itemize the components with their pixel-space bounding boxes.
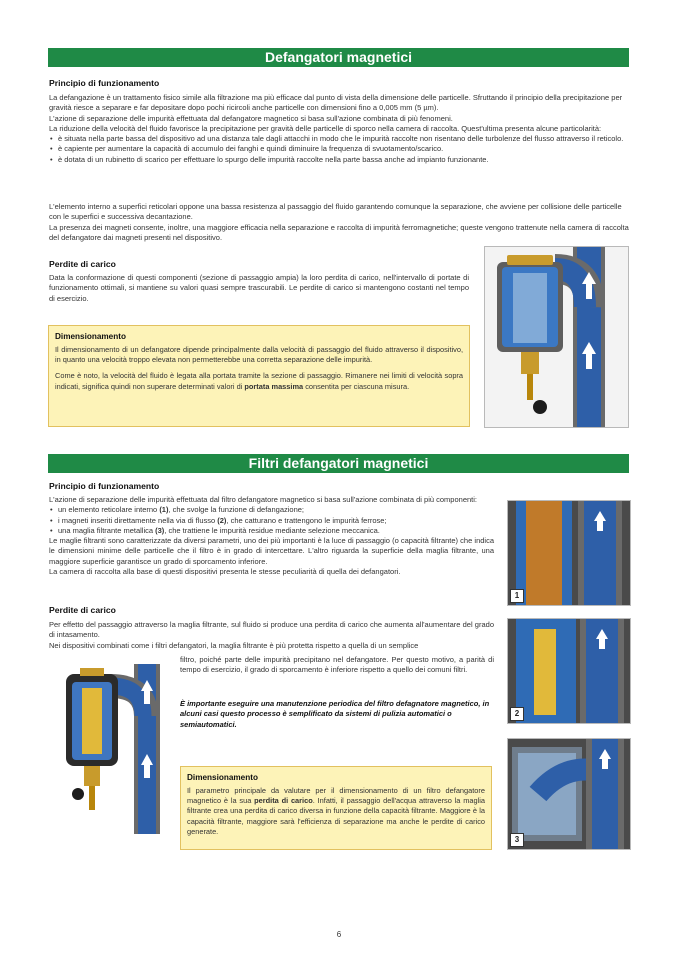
figure-number: 2 <box>510 707 524 721</box>
figure-1-illustration <box>508 501 630 605</box>
box-bold-text: perdita di carico <box>254 796 313 806</box>
list-item <box>58 526 494 536</box>
figure-number: 1 <box>510 589 524 603</box>
box-title: Dimensionamento <box>55 332 126 341</box>
box-text: Come è noto, la velocità del fluido è legata alla portata tramite la sezione di passaggio. Rimanere nei limiti di velocità sopra indicati, significa quindi non superare determinati valori di <box>55 371 463 391</box>
principio-heading: Principio di funzionamento <box>49 481 160 491</box>
paragraph: Le maglie filtranti sono caratterizzate da diversi parametri, uno dei più importanti è la luce di passaggio (o capacità filtrante) che indica le dimensioni minime delle particelle che il filtro è in grado di intercettare. L'altro riguarda la superficie della maglia filtrante, una maggiore superficie garantisce un grado di sporcamento inferiore. <box>49 536 494 566</box>
list-item: • è situata nella parte bassa del dispositivo ad una distanza tale dagli attacchi in modo che le impurità raccolte non risentano delle turbolenze del flusso attraverso il reticolo. <box>58 134 629 144</box>
perdite-heading: Perdite di carico <box>49 605 116 615</box>
list-bold: (2) <box>217 515 227 525</box>
list-item: • è capiente per aumentare la capacità di accumulo dei fanghi e quindi diminuire la frequenza di svuotamento/scarico. <box>58 144 629 154</box>
section-title-defangatori: Defangatori magnetici <box>48 48 629 67</box>
perdite-text-continued: filtro, poiché parte delle impurità precipitano nel defangatore. Per questo motivo, a parità di tempo di esercizio, il grado di sporcamento è inferiore rispetto a quello dei comuni filtri. <box>180 655 494 675</box>
list-text: un elemento reticolare interno <box>58 505 160 515</box>
box-text: consentita per ciascuna misura. <box>303 381 410 391</box>
page-number: 6 <box>336 930 342 939</box>
principio-heading: Principio di funzionamento <box>49 78 160 88</box>
paragraph: La camera di raccolta alla base di questi dispositivi presenta le stesse peculiarità di quella dei defangatori. <box>49 567 401 577</box>
figure-2 <box>507 618 631 724</box>
filtri-principio-text <box>49 495 494 577</box>
box-title: Dimensionamento <box>187 773 258 782</box>
defangatore-figure <box>484 246 629 428</box>
figure-3-illustration <box>508 739 630 849</box>
paragraph: L'azione di separazione delle impurità effettuata dal defangatore magnetico si basa sull'azione combinata di più fenomeni. <box>49 113 453 123</box>
box-text: . Infatti, il passaggio dell'acqua attraverso la maglia filtrante crea una perdita di carico diversa in funzione della capacità filtrante. Maggiore è la capacità filtrante, maggiore sarà l'efficienza di separazione ma anche le perdite di carico generate. <box>187 796 485 836</box>
box-paragraph <box>187 786 485 837</box>
figure-1 <box>507 500 631 606</box>
list-item <box>58 505 494 515</box>
section-title-filtri: Filtri defangatori magnetici <box>48 454 629 473</box>
dimensionamento-box <box>180 766 492 850</box>
filtro-defangatore-figure <box>48 664 170 834</box>
defangatore-illustration <box>485 247 628 427</box>
principio-text <box>49 93 629 165</box>
paragraph: La presenza dei magneti consente, inoltre, una maggiore efficacia nella separazione e raccolta di impurità ferromagnetiche; queste vengono trattenute nella camera di raccolta del defangatore dai magneti presenti nel dispositivo. <box>49 222 629 242</box>
list-text: una maglia filtrante metallica <box>58 525 156 535</box>
filtro-defangatore-illustration <box>48 664 170 834</box>
list-bold: (3) <box>155 525 165 535</box>
perdite-text: Data la conformazione di questi componenti (sezione di passaggio ampia) la loro perdita di carico, nell'intervallo di portate di funzionamento ottimali, si mantiene su valori quasi sempre trascurabili. Le perdite di carico si mantengono costanti nel tempo di esercizio. <box>49 273 469 303</box>
list-text: , che catturano e trattengono le impurità ferrose; <box>226 515 387 525</box>
figure-2-illustration <box>508 619 630 723</box>
paragraph: Per effetto del passaggio attraverso la maglia filtrante, sul fluido si produce una perdita di carico che aumenta all'aumentare del grado di intasamento. <box>49 620 494 640</box>
figure-3 <box>507 738 631 850</box>
list-item <box>58 516 494 526</box>
box-bold-text: portata massima <box>244 381 304 391</box>
list-item: • è dotata di un rubinetto di scarico per effettuare lo spurgo delle impurità raccolte nella parte bassa anche ad impianto funzionante. <box>58 155 629 165</box>
figure-number: 3 <box>510 833 524 847</box>
list-text: , che svolge la funzione di defangazione; <box>168 505 304 515</box>
bullet-list <box>49 505 494 536</box>
box-paragraph: Il dimensionamento di un defangatore dipende principalmente dalla velocità di passaggio del fluido attraverso il dispositivo, in quanto una velocità troppo elevata non permetterebbe una corretta separazione delle impurità. <box>55 345 463 365</box>
paragraph: L'elemento interno a superfici reticolari oppone una bassa resistenza al passaggio del fluido garantendo comunque la separazione, che avviene per collisione delle particelle con le superfici e successiva decantazione. <box>49 202 622 222</box>
paragraph: La defangazione è un trattamento fisico simile alla filtrazione ma più efficace dal punto di vista della dimensione delle particelle. Sfruttando il principio della precipitazione per gravità riesce a separare e far depositare dopo pochi ricircoli anche particelle con dimensioni fino a 0,005 mm (5 µm). <box>49 93 623 113</box>
maintenance-note: È importante eseguire una manutenzione periodica del filtro defagnatore magnetico, in alcuni casi questo processo è semplificato da sistemi di pulizia automatici o semiautomatici. <box>180 699 490 729</box>
paragraph: Nei dispositivi combinati come i filtri defangatori, la maglia filtrante è più protetta rispetto a quella di un semplice <box>49 640 419 650</box>
list-bold: (1) <box>159 505 169 515</box>
perdite-text <box>49 620 494 651</box>
dimensionamento-box <box>48 325 470 427</box>
box-text: Il parametro principale da valutare per il dimensionamento di un filtro defangatore magnetico è la sua <box>187 786 485 806</box>
perdite-heading: Perdite di carico <box>49 259 116 269</box>
list-text: , che trattiene le impurità residue mediante selezione meccanica. <box>164 525 380 535</box>
elemento-text <box>49 202 629 243</box>
bullet-list <box>49 134 629 165</box>
list-text: i magneti inseriti direttamente nella via di flusso <box>58 515 218 525</box>
paragraph: L'azione di separazione delle impurità effettuata dal filtro defangatore magnetico si basa sull'azione combinata di più componenti: <box>49 495 477 504</box>
paragraph: La riduzione della velocità del fluido favorisce la precipitazione per gravità delle particelle di sporco nella camera di raccolta. Quest'ultima presenta alcune particolarità: <box>49 123 602 133</box>
box-paragraph <box>55 371 463 391</box>
